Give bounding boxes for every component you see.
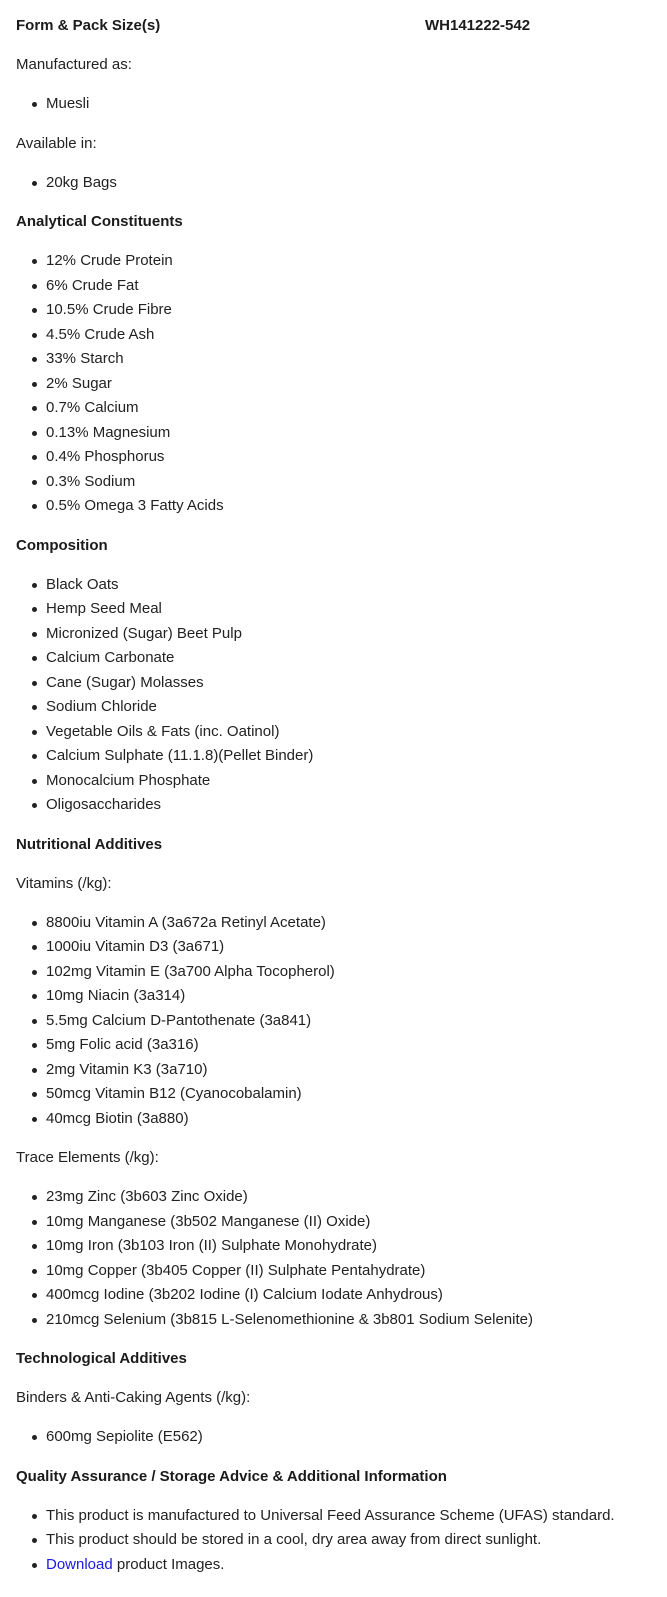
list-item: 0.3% Sodium	[46, 470, 656, 495]
list-item: 2% Sugar	[46, 372, 656, 397]
list-item: 10.5% Crude Fibre	[46, 298, 656, 323]
list-item: This product is manufactured to Universal Feed Assurance Scheme (UFAS) standard.	[46, 1504, 656, 1529]
list-item: Sodium Chloride	[46, 695, 656, 720]
list-item: 5mg Folic acid (3a316)	[46, 1033, 656, 1058]
available-label: Available in:	[16, 134, 97, 152]
list-item: 1000iu Vitamin D3 (3a671)	[46, 935, 656, 960]
list-item: 6% Crude Fat	[46, 274, 656, 299]
list-item: Cane (Sugar) Molasses	[46, 671, 656, 696]
list-item: Calcium Sulphate (11.1.8)(Pellet Binder)	[46, 744, 656, 769]
list-item: 10mg Iron (3b103 Iron (II) Sulphate Monohydrate)	[46, 1234, 656, 1259]
list-item: This product should be stored in a cool, dry area away from direct sunlight.	[46, 1528, 656, 1553]
download-link[interactable]: Download	[46, 1555, 113, 1573]
download-list-item	[46, 1553, 656, 1578]
product-details	[16, 14, 656, 1577]
manufactured-label: Manufactured as:	[16, 56, 132, 73]
list-item: 600mg Sepiolite (E562)	[46, 1425, 656, 1450]
product-sku: WH141222-542	[425, 17, 531, 34]
list-item: 12% Crude Protein	[46, 249, 656, 274]
list-item: Calcium Carbonate	[46, 646, 656, 671]
list-item: 10mg Copper (3b405 Copper (II) Sulphate Pentahydrate)	[46, 1259, 656, 1284]
list-item: 2mg Vitamin K3 (3a710)	[46, 1058, 656, 1083]
list-item: Muesli	[46, 92, 656, 117]
quality-list	[16, 1504, 656, 1578]
nutritional-heading: Nutritional Additives	[16, 835, 163, 853]
list-item: 102mg Vitamin E (3a700 Alpha Tocopherol)	[46, 960, 656, 985]
list-item: 0.13% Magnesium	[46, 421, 656, 446]
composition-heading: Composition	[16, 536, 108, 554]
list-item: Vegetable Oils & Fats (inc. Oatinol)	[46, 720, 656, 745]
list-item: 8800iu Vitamin A (3a672a Retinyl Acetate)	[46, 911, 656, 936]
list-item: 33% Starch	[46, 347, 656, 372]
analytical-heading: Analytical Constituents	[16, 213, 183, 230]
list-item: 23mg Zinc (3b603 Zinc Oxide)	[46, 1185, 656, 1210]
list-item: 10mg Manganese (3b502 Manganese (II) Oxide)	[46, 1210, 656, 1235]
composition-list	[16, 573, 656, 818]
list-item: Black Oats	[46, 573, 656, 598]
list-item: Oligosaccharides	[46, 793, 656, 818]
list-item: 400mcg Iodine (3b202 Iodine (I) Calcium Iodate Anhydrous)	[46, 1283, 656, 1308]
analytical-list	[16, 249, 656, 519]
technological-heading: Technological Additives	[16, 1350, 187, 1367]
form-pack-heading: Form & Pack Size(s)	[16, 17, 161, 34]
manufactured-list	[16, 92, 656, 117]
binders-list	[16, 1425, 656, 1450]
list-item: Monocalcium Phosphate	[46, 769, 656, 794]
binders-label: Binders & Anti-Caking Agents (/kg):	[16, 1389, 251, 1406]
list-item: Hemp Seed Meal	[46, 597, 656, 622]
available-list	[16, 171, 656, 196]
trace-elements-label: Trace Elements (/kg):	[16, 1149, 159, 1166]
list-item: 210mcg Selenium (3b815 L-Selenomethionine & 3b801 Sodium Selenite)	[46, 1308, 656, 1333]
list-item: 40mcg Biotin (3a880)	[46, 1107, 656, 1132]
list-item: 10mg Niacin (3a314)	[46, 984, 656, 1009]
list-item: 5.5mg Calcium D-Pantothenate (3a841)	[46, 1009, 656, 1034]
quality-heading: Quality Assurance / Storage Advice & Additional Information	[16, 1467, 447, 1485]
vitamins-label: Vitamins (/kg):	[16, 874, 112, 892]
trace-elements-list	[16, 1185, 656, 1332]
form-pack-header-row	[16, 14, 656, 38]
list-item: Micronized (Sugar) Beet Pulp	[46, 622, 656, 647]
list-item: 20kg Bags	[46, 171, 656, 196]
download-suffix-text: product Images.	[112, 1555, 225, 1573]
list-item: 0.7% Calcium	[46, 396, 656, 421]
list-item: 50mcg Vitamin B12 (Cyanocobalamin)	[46, 1082, 656, 1107]
list-item: 4.5% Crude Ash	[46, 323, 656, 348]
list-item: 0.4% Phosphorus	[46, 445, 656, 470]
vitamins-list	[16, 911, 656, 1132]
list-item: 0.5% Omega 3 Fatty Acids	[46, 494, 656, 519]
